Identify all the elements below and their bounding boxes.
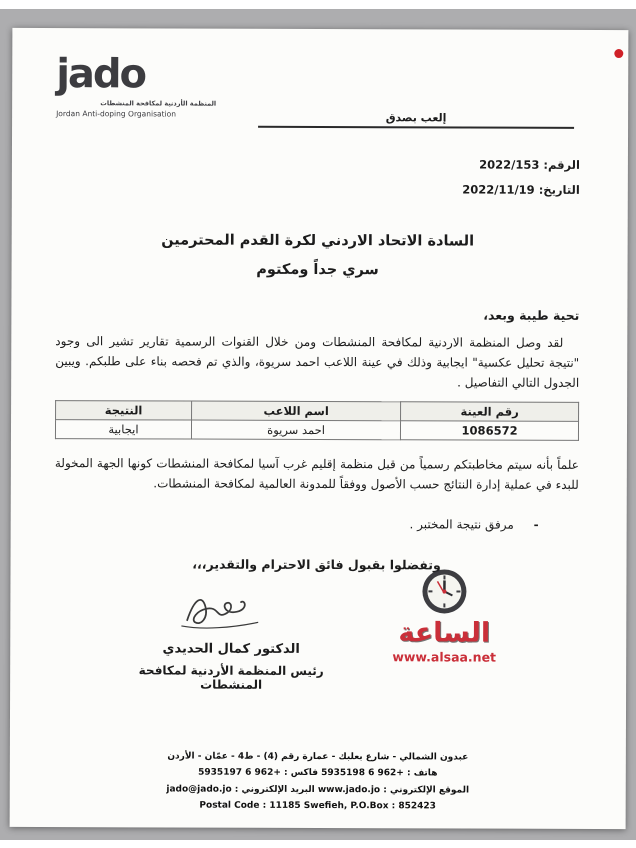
cell-sample-number: 1086572 xyxy=(401,421,579,441)
watermark-url: www.alsaa.net xyxy=(392,649,497,665)
clock-icon xyxy=(421,568,467,614)
date-line xyxy=(56,176,580,203)
logo-red-dot-icon xyxy=(614,49,623,58)
col-header-player-name: اسم اللاعب xyxy=(192,401,401,421)
confidential-line: سري جداً ومكتوم xyxy=(256,261,379,278)
footer-web-email: الموقع الإلكتروني : www.jado.jo البريد الإلكتروني : jado@jado.jo xyxy=(166,784,470,796)
greeting-line: تحية طيبة وبعد، xyxy=(483,307,580,323)
signatory-name: الدكتور كمال الحديدي xyxy=(162,641,300,657)
jado-logo xyxy=(56,51,217,119)
logo-subtitle-arabic: المنظمة الأردنية لمكافحة المنشطات xyxy=(100,99,217,108)
letter-footer xyxy=(50,748,586,815)
footer-postal: Postal Code : 11185 Swefieh, P.O.Box : 852423 xyxy=(199,800,436,812)
footer-phone-fax: هاتف : +962 6 5935198 فاكس : +962 6 5935197 xyxy=(198,768,438,779)
cell-result: ايجابية xyxy=(55,419,191,438)
alsaa-watermark xyxy=(354,568,534,665)
logo-brand: jado xyxy=(56,51,146,98)
logo-subtitle-english: Jordan Anti-doping Organisation xyxy=(56,109,176,119)
cell-player-name: احمد سريوة xyxy=(191,420,400,440)
table-header-row xyxy=(56,400,579,421)
signature-block xyxy=(116,587,346,692)
footer-address: عبدون الشمالي - شارع بعلبك - عمارة رقم (4) - ط4 - عمّان - الأردن xyxy=(167,751,469,763)
slogan-text: إلعب بصدق xyxy=(385,111,447,125)
body-paragraph-2: علماً بأنه سيتم مخاطبتكم رسمياً من قبل منظمة إقليم غرب آسيا لمكافحة المنشطات كونها الجهة المخولة للبدء في عملية إدارة النتائج حسب الأصول ووفقاً للمدونة العالمية لمكافحة المنشطات. xyxy=(54,455,579,493)
signature-scribble xyxy=(171,587,291,635)
body-paragraph-1: لقد وصل المنظمة الاردنية لمكافحة المنشطات ومن خلال القنوات الرسمية تقارير تشير الى وجود "نتيجة تحليل عكسية" ايجابية وذلك في عينة اللاعب احمد سريوة، والذي تم فحصه بناء على طلبكم. ويبين الجدول التالي التفاصيل . xyxy=(55,333,580,391)
letter-heading xyxy=(56,226,580,286)
col-header-sample-number: رقم العينة xyxy=(401,402,579,422)
signatory-title: رئيس المنظمة الأردنية لمكافحة المنشطات xyxy=(138,662,324,692)
watermark-title: الساعة xyxy=(398,616,491,649)
date-value: 2022/11/19 xyxy=(462,182,535,198)
closing-line: وتفضلوا بقبول فائق الاحترام والتقدير،،، xyxy=(192,556,441,572)
attachment-text: مرفق نتيجة المختبر . xyxy=(409,516,514,532)
attachment-dash: - xyxy=(533,517,539,532)
slogan-block xyxy=(258,111,574,129)
ref-number-line xyxy=(56,151,580,178)
header-rule xyxy=(258,126,574,129)
col-header-result: النتيجة xyxy=(56,400,192,419)
attachment-note xyxy=(55,516,579,532)
scanned-letter xyxy=(10,28,629,829)
ref-number-label: الرقم: xyxy=(543,157,580,172)
letter-header xyxy=(56,51,580,129)
ref-number-value: 2022/153 xyxy=(479,157,540,172)
table-row xyxy=(55,419,578,440)
reference-block xyxy=(56,151,580,203)
signature-region xyxy=(54,577,579,729)
recipient-line: السادة الاتحاد الاردني لكرة القدم المحترمين xyxy=(161,232,475,250)
date-label: التاريخ: xyxy=(538,183,580,198)
results-table xyxy=(55,400,579,441)
